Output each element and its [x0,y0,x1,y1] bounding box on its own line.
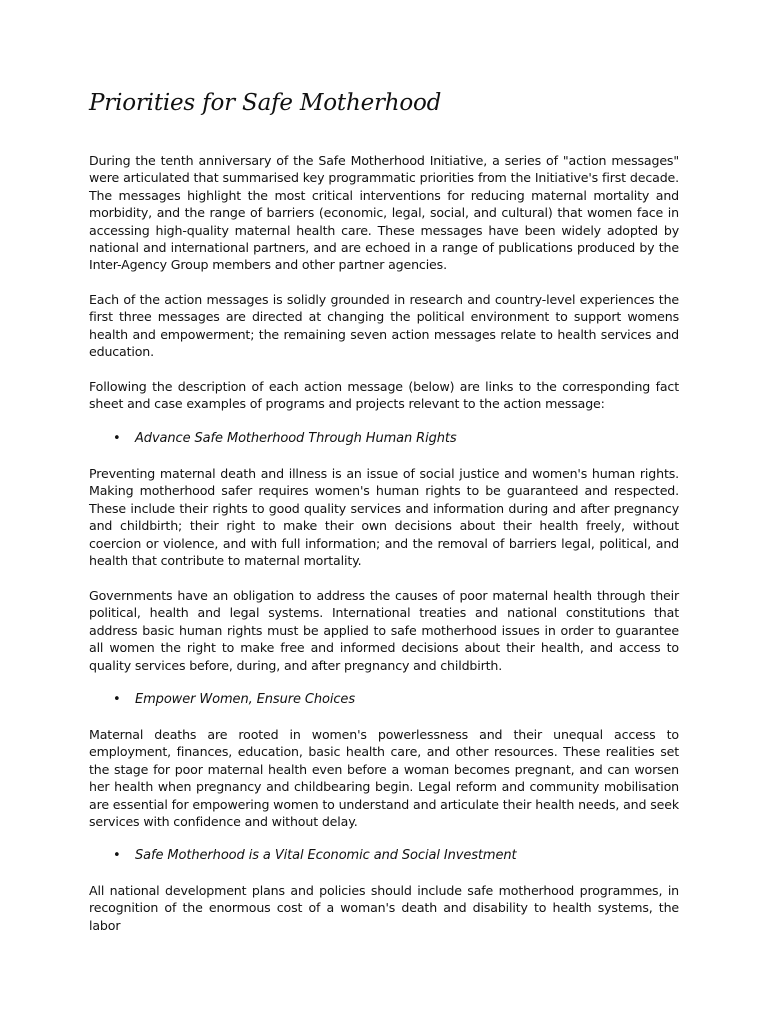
action-message-economic-investment [113,847,517,865]
bullet-icon: • [113,848,121,863]
action-message-heading: Empower Women, Ensure Choices [135,692,356,707]
action-message-heading: Advance Safe Motherhood Through Human Rights [135,431,457,446]
action-message-heading: Safe Motherhood is a Vital Economic and Social Investment [135,848,517,863]
empower-women-paragraph: Maternal deaths are rooted in women's powerlessness and their unequal access to employment, finances, education, basic health care, and other resources. These realities set the stage for poor maternal health even before a woman becomes pregnant, and can worsen her health when pregnancy and childbearing begin. Legal reform and community mobilisation are essential for empowering women to understand and articulate their health needs, and seek services with confidence and without delay. [89,727,679,830]
bullet-icon: • [113,692,121,707]
human-rights-paragraph-1: Preventing maternal death and illness is an issue of social justice and women's human rights. Making motherhood safer requires women's human rights to be guaranteed and respected. These include their rights to good quality services and information during and after pregnancy and childbirth; their right to make their own decisions about their health freely, without coercion or violence, and with full information; and the removal of barriers legal, political, and health that contribute to maternal mortality. [89,466,679,569]
economic-investment-paragraph: All national development plans and policies should include safe motherhood programmes, in recognition of the enormous cost of a woman's death and disability to health systems, the labor [89,883,679,933]
intro-paragraph: During the tenth anniversary of the Safe Motherhood Initiative, a series of "action messages" were articulated that summarised key programmatic priorities from the Initiative's first decade. The messages highlight the most critical interventions for reducing maternal mortality and morbidity, and the range of barriers (economic, legal, social, and cultural) that women face in accessing high-quality maternal health care. These messages have been widely adopted by national and international partners, and are echoed in a range of publications produced by the Inter-Agency Group members and other partner agencies. [89,153,679,273]
action-message-human-rights [113,430,457,448]
page-title: Priorities for Safe Motherhood [89,90,442,116]
human-rights-paragraph-2: Governments have an obligation to address the causes of poor maternal health through their political, health and legal systems. International treaties and national constitutions that address basic human rights must be applied to safe motherhood issues in order to guarantee all women the right to make free and informed decisions about their health, and access to quality services before, during, and after pregnancy and childbirth. [89,588,679,673]
links-description-paragraph: Following the description of each action message (below) are links to the corresponding fact sheet and case examples of programs and projects relevant to the action message: [89,379,679,412]
action-messages-overview-paragraph: Each of the action messages is solidly grounded in research and country-level experiences the first three messages are directed at changing the political environment to support womens health and empowerment; the remaining seven action messages relate to health services and education. [89,292,679,360]
bullet-icon: • [113,431,121,446]
action-message-empower-women [113,691,355,709]
